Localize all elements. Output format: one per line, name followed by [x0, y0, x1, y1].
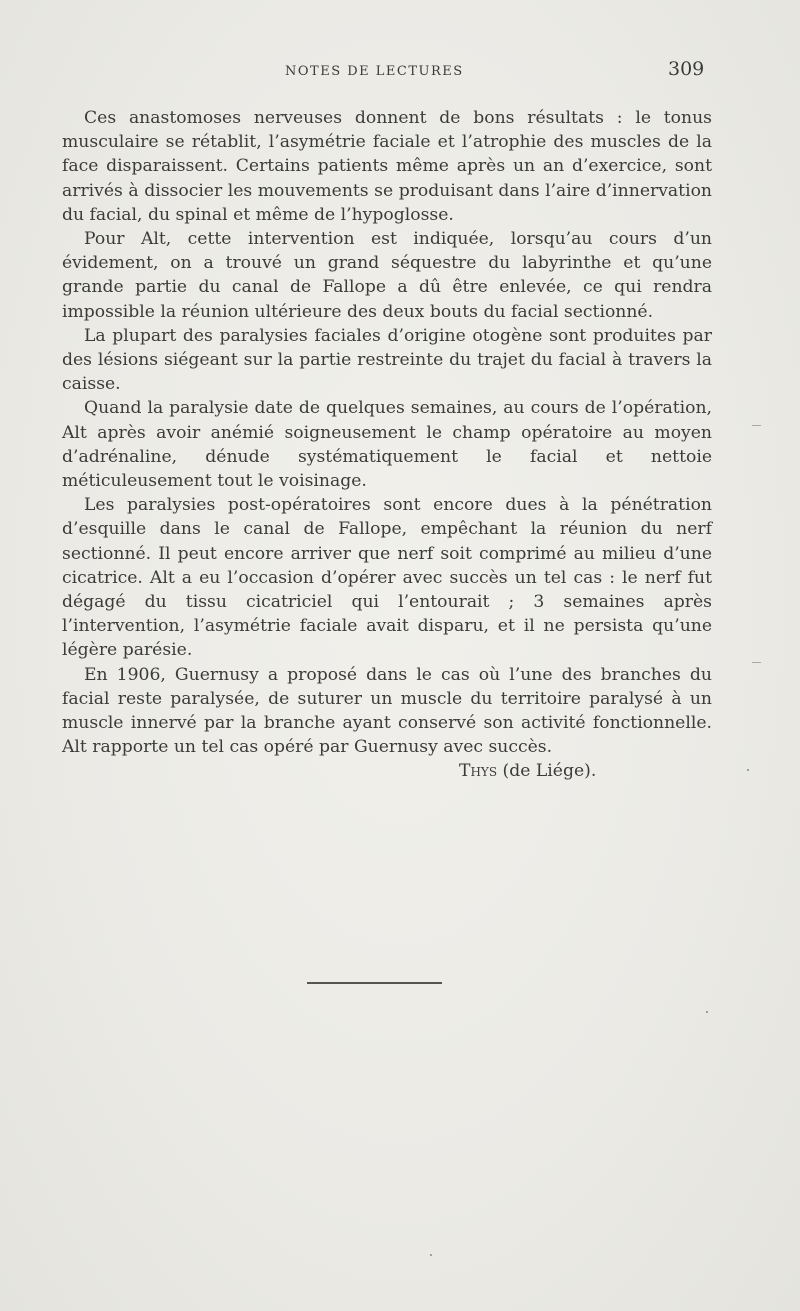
author-name: Thys: [459, 761, 498, 782]
page-number: 309: [668, 58, 705, 80]
author-place: (de Liége).: [502, 761, 597, 782]
paper-speck: [747, 769, 749, 771]
end-rule: [307, 982, 442, 984]
paragraph-anastomoses: Ces anastomoses nerveuses donnent de bons résultats : le tonus musculaire se rétablit, l’asymétrie faciale et l’atrophie des muscles de la face disparaissent. Certains patients même après un an d’exercice, sont arrivés à dissocier les mouvements se produisant dans l’aire d’innervation du facial, du spinal et même de l’hypoglosse.: [62, 108, 712, 225]
running-head: [0, 58, 800, 88]
margin-mark: [752, 425, 761, 426]
paper-speck: [706, 1011, 708, 1013]
paper-speck: [430, 1254, 432, 1256]
body-text: [62, 106, 712, 784]
paragraph-otogenic-paralysis: La plupart des paralysies faciales d’origine otogène sont produites par des lésions siégeant sur la partie restreinte du trajet du facial à travers la caisse.: [62, 325, 712, 395]
paragraph-guernusy: En 1906, Guernusy a proposé dans le cas où l’une des branches du facial reste paralysée, de suturer un muscle du territoire paralysé à un muscle innervé par la branche ayant conservé son activité fonctionnelle. Alt rapporte un tel cas opéré par Guernusy avec succès.: [62, 664, 712, 758]
paragraph-post-operative: Les paralysies post-opératoires sont encore dues à la pénétration d’esquille dans le canal de Fallope, empêchant la réunion du nerf sectionné. Il peut encore arriver que nerf soit comprimé au milieu d’une cicatrice. Alt a eu l’occasion d’opérer avec succès un tel cas : le nerf fut dégagé du tissu cicatriciel qui l’entourait ; 3 semaines après l’intervention, l’asymétrie faciale avait disparu, et il ne persista qu’une légère parésie.: [62, 495, 712, 661]
running-title: NOTES DE LECTURES: [285, 64, 464, 79]
paragraph-indication: Pour Alt, cette intervention est indiquée, lorsqu’au cours d’un évidement, on a trouvé un grand séquestre du labyrinthe et qu’une grande partie du canal de Fallope a dû être enlevée, ce qui rendra impossible la réunion ultérieure des deux bouts du facial sectionné.: [62, 229, 712, 322]
paragraph-operation: Quand la paralysie date de quelques semaines, au cours de l’opération, Alt après avoir anémié soigneusement le champ opératoire au moyen d’adrénaline, dénude systématiquement le facial et nettoie méticuleusement tout le voisinage.: [62, 398, 712, 492]
author-signature: [62, 759, 712, 783]
margin-mark: [752, 662, 761, 663]
